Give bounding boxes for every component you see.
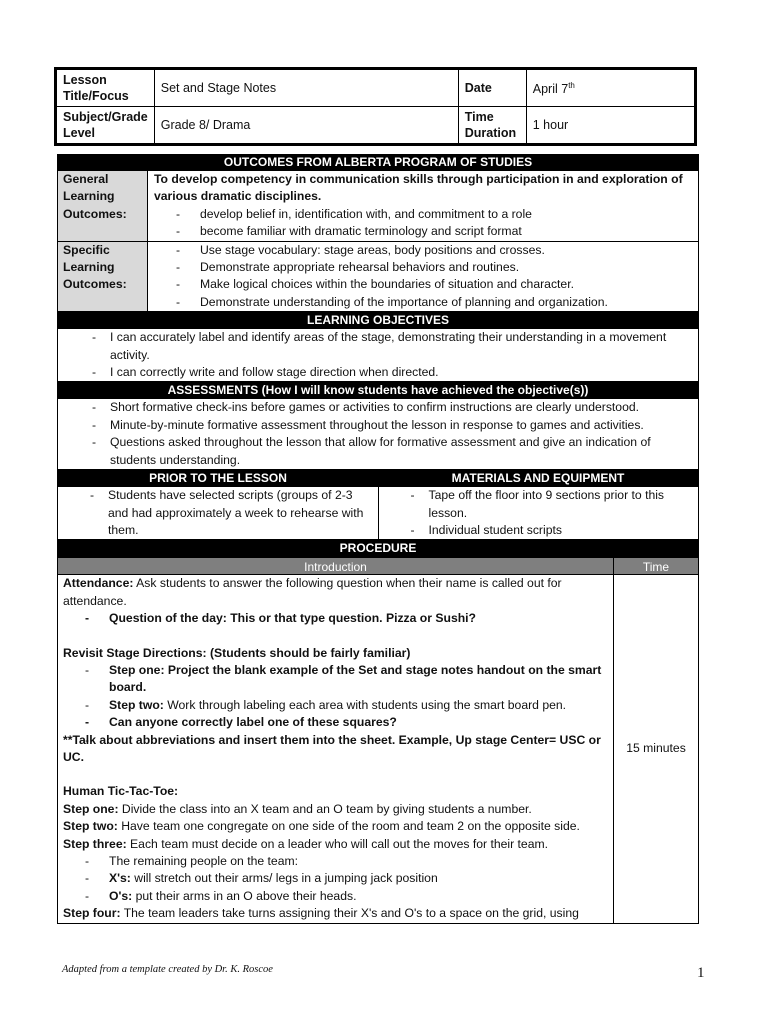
materials-item: - Tape off the floor into 9 sections prior to this lesson. [383, 487, 695, 522]
materials-item: - Individual student scripts [383, 522, 695, 539]
general-outcomes-row [57, 171, 699, 242]
title-label: Lesson Title/Focus [56, 69, 155, 107]
outcomes-heading: OUTCOMES FROM ALBERTA PROGRAM OF STUDIES [57, 154, 699, 171]
abbreviations-note: **Talk about abbreviations and insert them into the sheet. Example, Up stage Center= USC or UC. [63, 732, 601, 764]
question-of-day: - Question of the day: This or that type question. Pizza or Sushi? [63, 610, 608, 627]
lesson-plan-table [57, 154, 699, 924]
objective-item: - I can accurately label and identify areas of the stage, demonstrating their understanding in a movement activity. [64, 329, 692, 364]
specific-outcome-item: - Use stage vocabulary: stage areas, body positions and crosses. [154, 242, 693, 259]
page-number: 1 [697, 965, 705, 981]
revisit-step: - Can anyone correctly label one of these squares? [63, 714, 608, 731]
tictactoe-step: Step three: Each team must decide on a leader who will call out the moves for their team. [63, 836, 549, 851]
prior-heading: PRIOR TO THE LESSON [149, 471, 287, 486]
prior-item: - Students have selected scripts (groups of 2-3 and had approximately a week to rehearse with them. [62, 487, 374, 539]
objectives-heading: LEARNING OBJECTIVES [57, 312, 699, 329]
specific-outcomes-label: Specific Learning Outcomes: [58, 242, 148, 312]
tictactoe-step: Step two: Have team one congregate on one side of the room and team 2 on the opposite side. [63, 819, 580, 834]
procedure-subheader [57, 557, 699, 575]
subject-value: Grade 8/ Drama [154, 107, 458, 145]
assessment-item: - Short formative check-ins before games or activities to confirm instructions are clearly understood. [64, 399, 692, 416]
lesson-header-table [54, 67, 697, 146]
tictactoe-detail: - X's: will stretch out their arms/ legs in a jumping jack position [63, 870, 608, 887]
time-duration-value: 15 minutes [626, 741, 686, 756]
objectives-body [57, 329, 699, 382]
objective-item: - I can correctly write and follow stage direction when directed. [64, 364, 692, 381]
time-cell [614, 575, 698, 922]
tictactoe-detail: - The remaining people on the team: [63, 853, 608, 870]
revisit-heading: Revisit Stage Directions: (Students should be fairly familiar) [63, 645, 411, 660]
general-outcomes-label: General Learning Outcomes: [58, 171, 148, 241]
materials-heading: MATERIALS AND EQUIPMENT [451, 471, 625, 486]
procedure-introduction-row [57, 575, 699, 923]
prior-materials-body [57, 487, 699, 540]
specific-outcome-item: - Demonstrate understanding of the importance of planning and organization. [154, 294, 693, 311]
prior-materials-heading [57, 470, 699, 487]
revisit-step: - Step two: Work through labeling each area with students using the smart board pen. [63, 697, 608, 714]
general-outcome-item: - develop belief in, identification with, and commitment to a role [154, 206, 693, 223]
specific-outcome-item: - Demonstrate appropriate rehearsal behaviors and routines. [154, 259, 693, 276]
specific-outcome-item: - Make logical choices within the boundaries of situation and character. [154, 276, 693, 293]
footer-attribution: Adapted from a template created by Dr. K. Roscoe [62, 964, 273, 975]
date-label: Date [458, 69, 526, 107]
assessment-item: - Questions asked throughout the lesson that allow for formative assessment and give an indication of students understanding. [64, 434, 692, 469]
time-value: 1 hour [526, 107, 695, 145]
tictactoe-detail: - O's: put their arms in an O above their heads. [63, 888, 608, 905]
tictactoe-step: Step four: The team leaders take turns assigning their X's and O's to a space on the grid, using [63, 906, 579, 921]
assessments-body [57, 399, 699, 470]
date-value: April 7th [526, 69, 695, 107]
specific-outcomes-row [57, 242, 699, 313]
assessments-heading: ASSESSMENTS (How I will know students have achieved the objective(s)) [57, 382, 699, 399]
general-outcome-item: - become familiar with dramatic terminology and script format [154, 223, 693, 240]
time-label: Time Duration [458, 107, 526, 145]
assessment-item: - Minute-by-minute formative assessment throughout the lesson in response to games and activities. [64, 417, 692, 434]
title-value: Set and Stage Notes [154, 69, 458, 107]
procedure-body [58, 575, 614, 922]
time-column-label: Time [642, 560, 670, 575]
procedure-heading: PROCEDURE [57, 540, 699, 557]
tictactoe-heading: Human Tic-Tac-Toe: [63, 784, 179, 799]
subject-label: Subject/Grade Level [56, 107, 155, 145]
revisit-step: - Step one: Project the blank example of the Set and stage notes handout on the smart board. [63, 662, 608, 697]
tictactoe-step: Step one: Divide the class into an X team and an O team by giving students a number. [63, 801, 532, 816]
introduction-label: Introduction [58, 558, 614, 574]
general-outcomes-intro: To develop competency in communication skills through participation in and exploration of various dramatic disciplines. [154, 172, 683, 204]
attendance-line: Attendance: Ask students to answer the following question when their name is called out for attendance. [63, 576, 562, 608]
